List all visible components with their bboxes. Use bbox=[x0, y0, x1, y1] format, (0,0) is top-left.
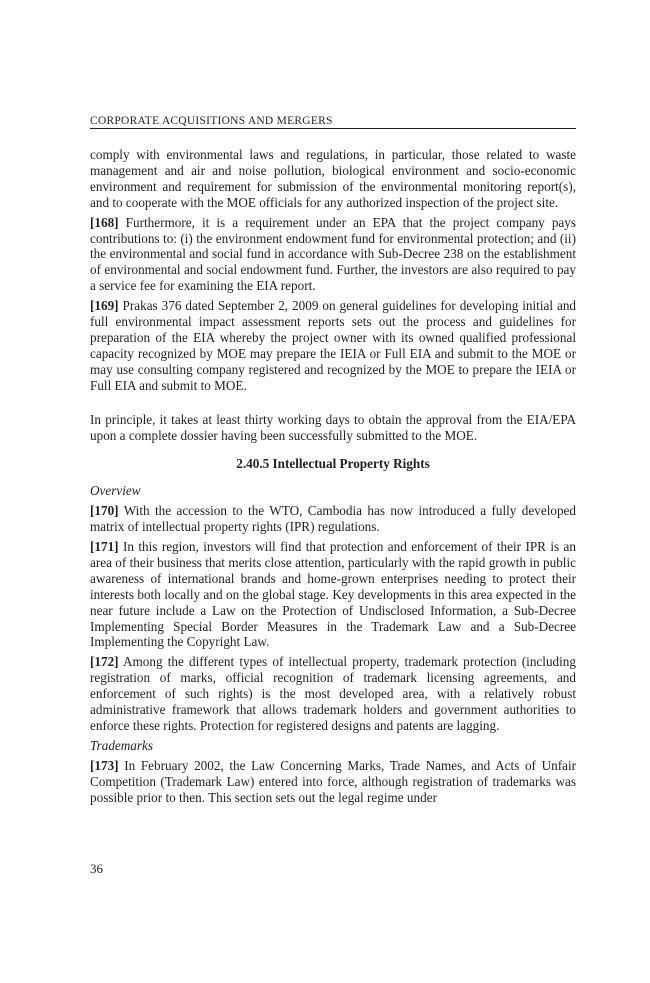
section-heading: 2.40.5 Intellectual Property Rights bbox=[236, 456, 430, 472]
paragraph-number: [168] bbox=[90, 214, 119, 230]
paragraph-text: In principle, it takes at least thirty working days to obtain the approval from the EIA/EPA upon a complete dossier having been successfully submitted to the MOE. bbox=[90, 411, 576, 443]
paragraph-171 bbox=[90, 539, 576, 650]
paragraph-text: Among the different types of intellectual property, trademark protection (including registration of marks, official recognition of trademark licensing agreements, and enforcement of such rights) is the most developed area, with a relatively robust administrative framework that allows trademark holders and government authorities to enforce these rights. Protection for registered designs and patents are lagging. bbox=[90, 654, 576, 733]
paragraph-continued bbox=[90, 147, 576, 211]
subheading-overview: Overview bbox=[90, 483, 141, 499]
paragraph-principle bbox=[90, 412, 576, 444]
paragraph-168 bbox=[90, 215, 576, 295]
paragraph-text: Prakas 376 dated September 2, 2009 on general guidelines for developing initial and full environmental impact assessment reports sets out the process and guidelines for preparation of the EIA whereby the project owner with its owned qualified professional capacity recognized by MOE may prepare the IEIA or Full EIA and submit to the MOE or may use consulting company registered and recognized by the MOE to prepare the IEIA or Full EIA and submit to MOE. bbox=[90, 298, 577, 393]
paragraph-number: [173] bbox=[90, 757, 119, 773]
paragraph-172 bbox=[90, 654, 576, 734]
paragraph-text: In this region, investors will find that protection and enforcement of their IPR is an area of their business that merits close attention, particularly with the rapid growth in public awareness of international brands and home-grown enterprises needing to protect their interests both locally and on the global stage. Key developments in this area expected in the near future include a Law on the Protection of Undisclosed Information, a Sub-Decree Implementing Special Border Measures in the Trademark Law and a Sub-Decree Implementing the Copyright Law. bbox=[90, 539, 577, 650]
paragraph-number: [169] bbox=[90, 298, 119, 314]
paragraph-text: Furthermore, it is a requirement under an EPA that the project company pays contributions to: (i) the environment endowment fund for environmental protection; and (ii) the environmental and social fund in accordance with Sub-Decree 238 on the establishment of environmental and social endowment fund. Further, the investors are also required to pay a service fee for examining the EIA report. bbox=[90, 214, 577, 294]
page-number: 36 bbox=[90, 861, 103, 876]
paragraph-169 bbox=[90, 298, 576, 393]
running-head: CORPORATE ACQUISITIONS AND MERGERS bbox=[90, 115, 576, 129]
subheading-trademarks: Trademarks bbox=[90, 737, 154, 753]
page-body bbox=[90, 147, 576, 810]
paragraph-number: [171] bbox=[90, 539, 119, 555]
paragraph-173 bbox=[90, 758, 576, 806]
paragraph-text: comply with environmental laws and regulations, in particular, those related to waste management and air and noise pollution, biological environment and socio-economic environment and requirement for submission of the environmental monitoring report(s), and to cooperate with the MOE officials for any authorized inspection of the project site. bbox=[90, 147, 576, 210]
paragraph-number: [170] bbox=[90, 503, 119, 519]
paragraph-text: With the accession to the WTO, Cambodia has now introduced a fully developed matrix of intellectual property rights (IPR) regulations. bbox=[90, 503, 576, 535]
paragraph-170 bbox=[90, 503, 576, 535]
paragraph-text: In February 2002, the Law Concerning Marks, Trade Names, and Acts of Unfair Competition (Trademark Law) entered into force, although registration of trademarks was possible prior to then. This section sets out the legal regime under bbox=[90, 757, 576, 805]
paragraph-number: [172] bbox=[90, 654, 119, 670]
